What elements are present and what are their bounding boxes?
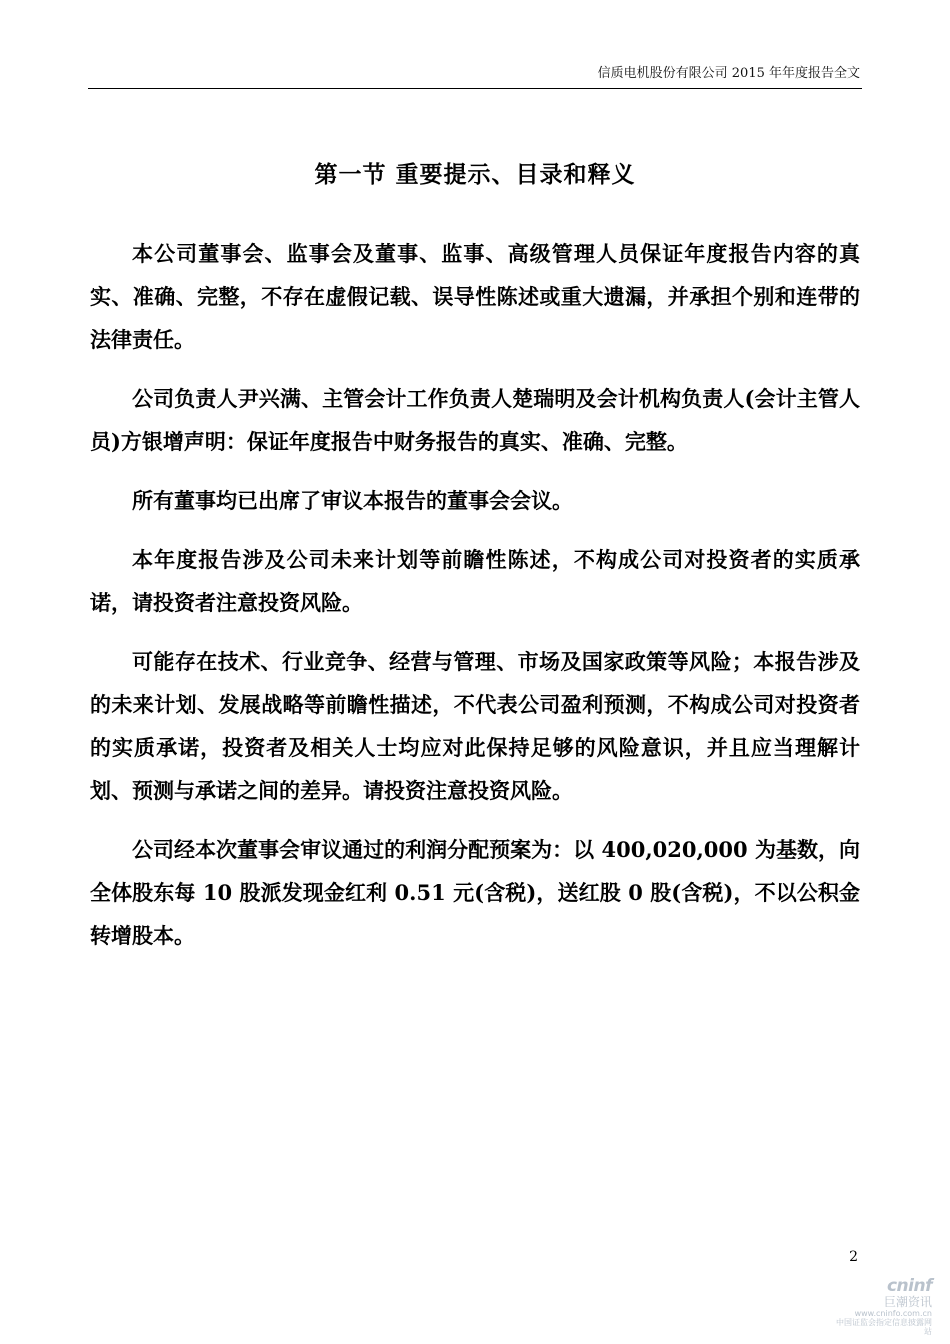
watermark-slogan: 中国证监会指定信息披露网站: [836, 1318, 932, 1336]
paragraph-directors-attendance: 所有董事均已出席了审议本报告的董事会会议。: [132, 488, 573, 513]
section-title: 第一节 重要提示、目录和释义: [314, 161, 636, 188]
cninfo-watermark: [832, 1276, 932, 1336]
paragraph-forward-looking: 本年度报告涉及公司未来计划等前瞻性陈述，不构成公司对投资者的实质承诺，请投资者注意投资风险。: [90, 547, 860, 615]
paragraph-responsible-persons: 公司负责人尹兴满、主管会计工作负责人楚瑞明及会计机构负责人(会计主管人员)方银增声明：保证年度报告中财务报告的真实、准确、完整。: [90, 386, 860, 454]
page-number: 2: [849, 1249, 858, 1265]
watermark-url: www.cninfo.com.cn: [854, 1309, 932, 1318]
header-divider: [88, 88, 862, 89]
watermark-cn-name: 巨潮资讯: [883, 1295, 932, 1309]
paragraph-profit-distribution: 公司经本次董事会审议通过的利润分配预案为：以 400,020,000 为基数，向全体股东每 10 股派发现金红利 0.51 元(含税)，送红股 0 股(含税)，不以公积金转增股本。: [90, 837, 860, 948]
paragraph-risk-warning: 可能存在技术、行业竞争、经营与管理、市场及国家政策等风险；本报告涉及的未来计划、发展战略等前瞻性描述，不代表公司盈利预测，不构成公司对投资者的实质承诺，投资者及相关人士均应对此保持足够的风险意识，并且应当理解计划、预测与承诺之间的差异。请投资注意投资风险。: [90, 649, 860, 803]
body-text: [90, 232, 860, 973]
paragraph-board-guarantee: 本公司董事会、监事会及董事、监事、高级管理人员保证年度报告内容的真实、准确、完整，不存在虚假记载、误导性陈述或重大遗漏，并承担个别和连带的法律责任。: [90, 241, 860, 352]
running-header: 信质电机股份有限公司 2015 年年度报告全文: [597, 66, 860, 81]
watermark-logo: cninf: [886, 1276, 932, 1296]
